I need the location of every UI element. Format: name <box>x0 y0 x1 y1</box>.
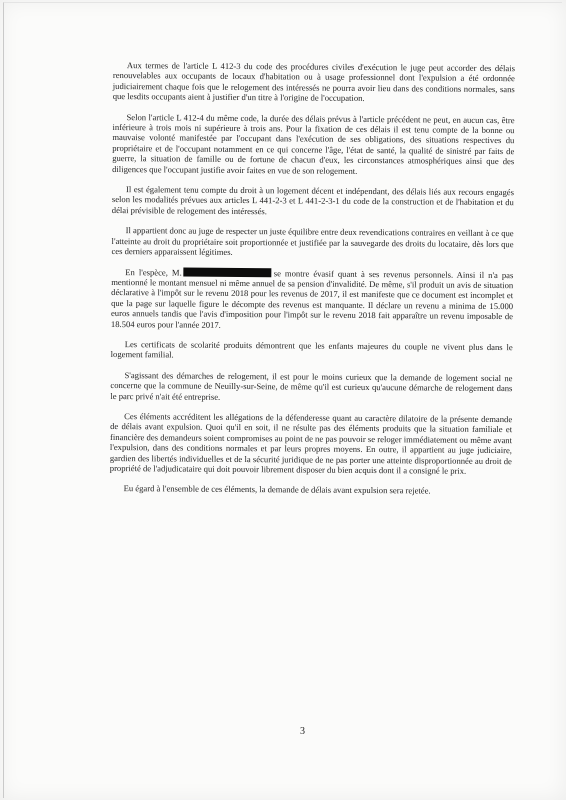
paragraph-article-l412-3: Aux termes de l'article L 412-3 du code des procédures civiles d'exécution le juge peut accorder des délais renouvelables aux occupants de locaux d'habitation ou à usage professionnel dont l'expulsion a été ordonnée judiciairement chaque fois que le relogement des intéressés ne pourra avoir lieu dans des conditions normales, sans que lesdits occupants aient à justifier d'un titre à l'origine de l'occupation. <box>112 60 515 104</box>
document-body <box>110 60 515 507</box>
paragraph-logement-decent: Il est également tenu compte du droit à un logement décent et indépendant, des délais liés aux recours engagés selon les modalités prévues aux articles L 441-2-3 et L 441-2-3-1 du code de la construction et de l'habitation et du délai prévisible de relogement des intéressés. <box>111 184 515 217</box>
page-number: 3 <box>300 726 305 737</box>
paragraph-article-l412-4: Selon l'article L 412-4 du même code, la durée des délais prévus à l'article précédent ne peut, en aucun cas, être inférieure à trois mois ni supérieure à trois ans. Pour la fixation de ces délais il est tenu compte de la bonne ou mauvaise volonté manifestée par l'occupant dans l'exécution de ses obligations, des situations respectives du propriétaire et de l'occupant notamment en ce qui concerne l'âge, l'état de santé, la qualité de sinistré par faits de guerre, la situation de famille ou de fortune de chacun d'eux, les circonstances atmosphériques ainsi que des diligences que l'occupant justifie avoir faites en vue de son relogement. <box>112 111 515 176</box>
espece-text-after: se montre évasif quant à ses revenus personnels. Ainsi il n'a pas mentionné le montant mensuel ni même annuel de sa pension d'invalidité. De même, s'il produit un avis de situation déclarative à l'impôt sur le revenu 2018 pour les revenus de 2017, il est manifeste que ce document est incomplet et que la page sur laquelle figure le décompte des revenus est manquante. Il déclare un revenu a minima de 15.000 euros annuels tandis que l'avis d'imposition pour l'impôt sur le revenu 2018 fait apparaître un revenu imposable de 18.504 euros pour l'année 2017. <box>110 267 514 330</box>
paragraph-relogement: S'agissant des démarches de relogement, il est pour le moins curieux que la demande de logement social ne concerne que la commune de Neuilly-sur-Seine, de même qu'il est curieux qu'aucune démarche de relogement dans le parc privé n'ait été entreprise. <box>110 369 513 402</box>
paragraph-certificats: Les certificats de scolarité produits démontrent que les enfants majeures du couple ne vivent plus dans le logement familial. <box>110 339 513 360</box>
espece-text-before: En l'espèce, M. <box>125 266 182 278</box>
paragraph-espece <box>111 266 513 332</box>
redacted-name <box>184 267 272 277</box>
paragraph-equilibre: Il appartient donc au juge de respecter un juste équilibre entre deux revendications contraires en veillant à ce que l'atteinte au droit du propriétaire soit proportionnée et justifiée par la sauvegarde des droits du locataire, dès lors que ces derniers apparaissent légitimes. <box>111 225 514 258</box>
paragraph-elements-defenderesse: Ces éléments accréditent les allégations de la défenderesse quant au caractère dilatoire de la présente demande de délais avant expulsion. Quoi qu'il en soit, il ne résulte pas des éléments produits que la situation familiale et financière des demandeurs soient compromises au point de ne pas pouvoir se reloger immédiatement ou même avant l'expulsion, dans des conditions normales et par leurs propres moyens. En outre, il appartient au juge judiciaire, gardien des libertés individuelles et de la sécurité juridique de ne pas porter une atteinte disproportionnée au droit de propriété de l'adjudicataire qui doit pouvoir librement disposer du bien acquis dont il a consigné le prix. <box>109 411 513 476</box>
paragraph-conclusion: Eu égard à l'ensemble de ces éléments, la demande de délais avant expulsion sera rejetée. <box>123 483 431 496</box>
